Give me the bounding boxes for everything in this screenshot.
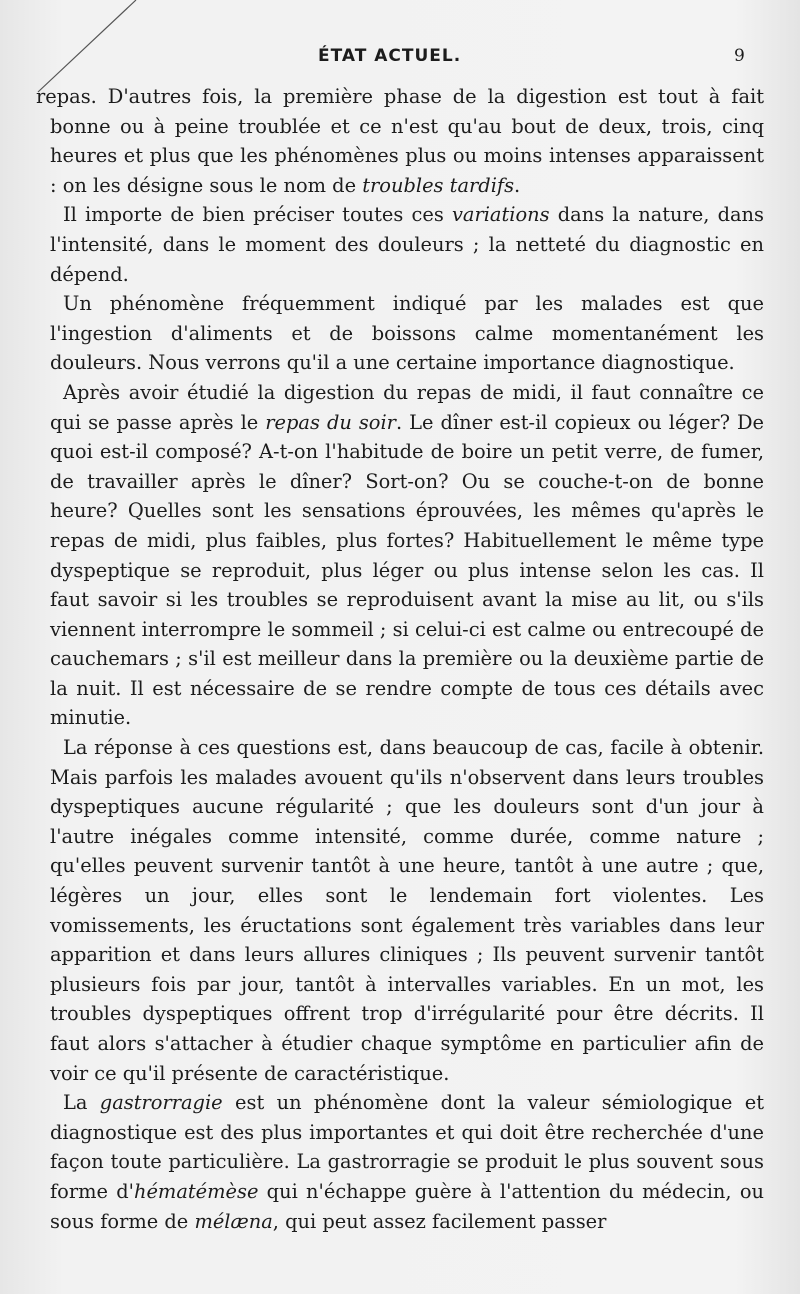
paragraph bbox=[36, 82, 764, 200]
italic-term: repas du soir bbox=[265, 410, 396, 434]
paragraph bbox=[50, 733, 764, 1088]
italic-term: hématémèse bbox=[133, 1179, 259, 1203]
body-text bbox=[36, 82, 764, 1236]
paragraph bbox=[50, 200, 764, 289]
paragraph bbox=[50, 289, 764, 378]
running-head-title: ÉTAT ACTUEL. bbox=[318, 46, 462, 66]
paragraph bbox=[50, 378, 764, 733]
text-run: est un phénomène dont la valeur sémiologique et diagnostique est des plus importantes et qui doit être recherchée d'une façon toute particulière. La gastrorragie se produit le plus souvent sous forme d' bbox=[50, 1091, 764, 1203]
paragraph bbox=[50, 1088, 764, 1236]
text-run: dans la nature, dans l'intensité, dans le moment des douleurs ; la netteté du diagnostic en dépend. bbox=[50, 203, 764, 286]
italic-term: troubles tardifs bbox=[362, 173, 515, 197]
italic-term: variations bbox=[451, 203, 550, 227]
text-run: , qui peut assez facilement passer bbox=[272, 1209, 607, 1233]
text-run: La bbox=[63, 1091, 100, 1115]
text-run: Après avoir étudié la digestion du repas de midi, il faut connaître ce qui se passe après le bbox=[50, 380, 764, 434]
running-head bbox=[0, 46, 800, 70]
italic-term: gastrorragie bbox=[99, 1091, 223, 1115]
text-run: qui n'échappe guère à l'attention du médecin, ou sous forme de bbox=[50, 1179, 764, 1233]
text-run: . bbox=[514, 173, 521, 197]
page-number: 9 bbox=[734, 46, 745, 66]
text-run: repas. D'autres fois, la première phase de la digestion est tout à fait bonne ou à peine troublée et ce n'est qu'au bout de deux, trois, cinq heures et plus que les phénomènes plus ou moins intenses apparaissent : on les désigne sous le nom de bbox=[36, 85, 764, 197]
text-run: La réponse à ces questions est, dans beaucoup de cas, facile à obtenir. Mais parfois les malades avouent qu'ils n'observent dans leurs troubles dyspeptiques aucune régularité ; que les douleurs sont d'un jour à l'autre inégales comme intensité, comme durée, comme nature ; qu'elles peuvent survenir tantôt à une heure, tantôt à une autre ; que, légères un jour, elles sont le lendemain fort violentes. Les vomissements, les éructations sont également très variables dans leur apparition et dans leurs allures cliniques ; Ils peuvent survenir tantôt plusieurs fois par jour, tantôt à intervalles variables. En un mot, les troubles dyspeptiques offrent trop d'irrégularité pour être décrits. Il faut alors s'attacher à étudier chaque symptôme en particulier afin de voir ce qu'il présente de caractéristique. bbox=[50, 736, 764, 1085]
text-run: Il importe de bien préciser toutes ces bbox=[63, 203, 452, 227]
text-run: Un phénomène fréquemment indiqué par les malades est que l'ingestion d'aliments et de boissons calme momentanément les douleurs. Nous verrons qu'il a une certaine importance diagnostique. bbox=[50, 292, 764, 375]
italic-term: mélæna bbox=[194, 1209, 273, 1233]
text-run: . Le dîner est-il copieux ou léger? De quoi est-il composé? A-t-on l'habitude de boire un petit verre, de fumer, de travailler après le dîner? Sort-on? Ou se couche-t-on de bonne heure? Quelles sont les sensations éprouvées, les mêmes qu'après le repas de midi, plus faibles, plus fortes? Habituellement le même type dyspeptique se reproduit, plus léger ou plus intense selon les cas. Il faut savoir si les troubles se reproduisent avant la mise au lit, ou s'ils viennent interrompre le sommeil ; si celui-ci est calme ou entrecoupé de cauchemars ; s'il est meilleur dans la première ou la deuxième partie de la nuit. Il est nécessaire de se rendre compte de tous ces détails avec minutie. bbox=[50, 410, 764, 730]
